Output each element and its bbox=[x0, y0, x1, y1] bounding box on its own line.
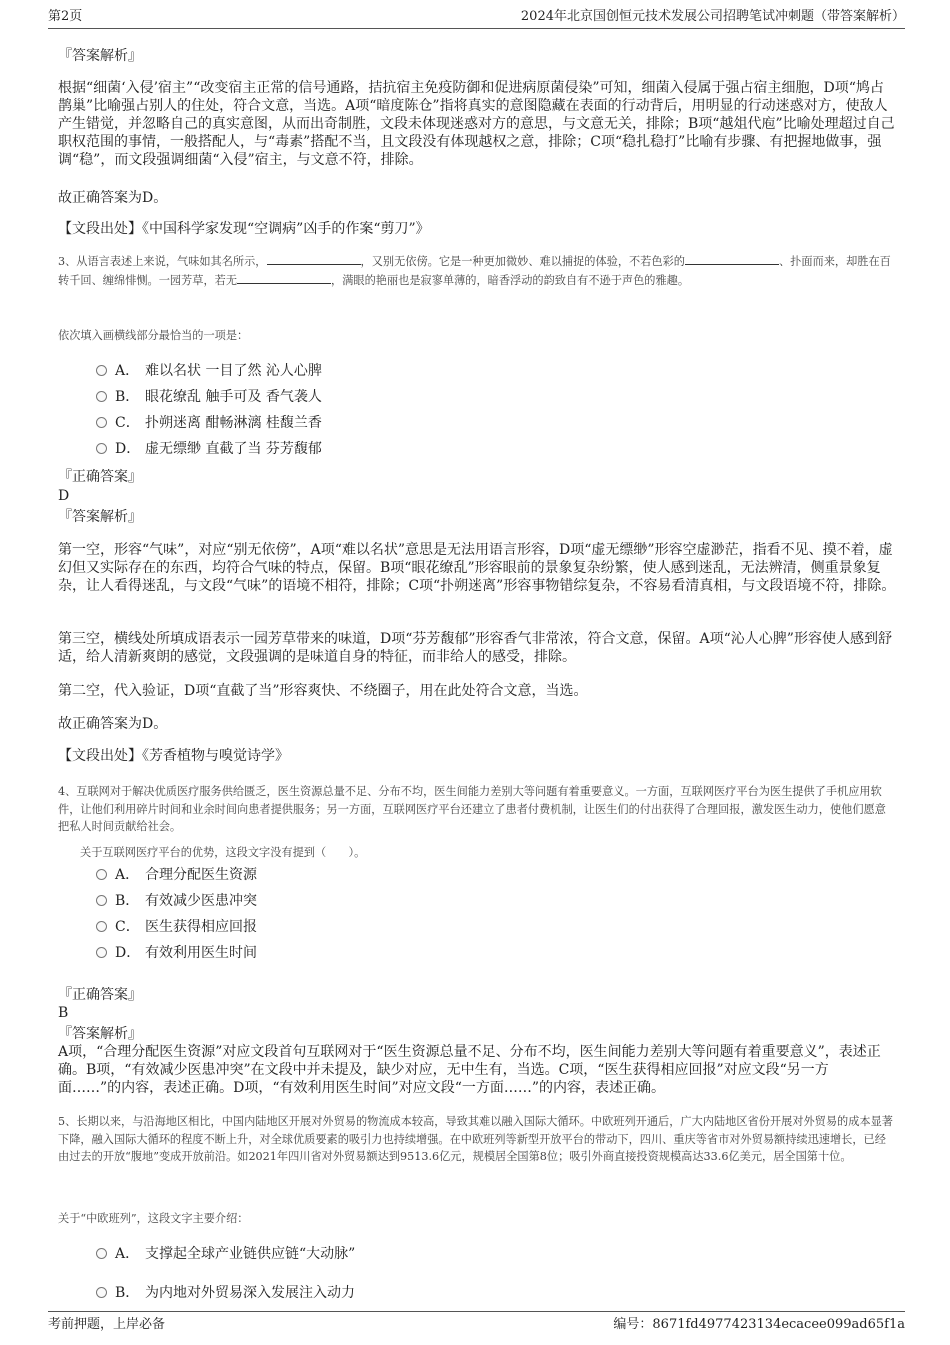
q2-analysis-text: 根据“细菌‘入侵’宿主”“改变宿主正常的信号通路，拮抗宿主免疫防御和促进病原菌侵染”可知，细菌入侵属于强占宿主细胞，D项“鸠占鹊巢”比喻强占别人的住处，符合文意，当选。A项“暗度陈仓”指将真实的意图隐藏在表面的行动背后，用明显的行动迷惑对方，使敌人产生错觉，并忽略自己的真实意图，从而出奇制胜，文段未体现迷惑对方的意思，与文意无关，排除；B项“越俎代庖”比喻处理超过自己职权范围的事情，一般搭配人，与“毒素”搭配不当，且文段没有体现越权之意，排除；C项“稳扎稳打”比喻有步骤、有把握地做事，强调“稳”，而文段强调细菌“入侵”宿主，与文意不符，排除。 bbox=[58, 80, 895, 168]
q3-analysis-label: 『答案解析』 bbox=[58, 509, 142, 525]
q3-option-a[interactable]: A． 难以名状 一目了然 沁人心脾 bbox=[96, 362, 322, 380]
q3-option-c[interactable]: C． 扑朔迷离 酣畅淋漓 桂馥兰香 bbox=[96, 414, 322, 432]
q3-blank-1 bbox=[267, 252, 361, 265]
q4-answer-label: 『正确答案』 bbox=[58, 987, 142, 1003]
radio-icon[interactable] bbox=[96, 365, 107, 376]
q3-stem bbox=[58, 252, 896, 289]
q2-conclusion: 故正确答案为D。 bbox=[58, 190, 168, 206]
q5-option-a[interactable]: A． 支撑起全球产业链供应链“大动脉” bbox=[96, 1245, 355, 1263]
radio-icon[interactable] bbox=[96, 417, 107, 428]
q4-option-b[interactable]: B． 有效减少医患冲突 bbox=[96, 892, 257, 910]
q5-prompt: 关于“中欧班列”，这段文字主要介绍： bbox=[58, 1212, 249, 1225]
document-id: 编号：8671fd4977423134ecacee099ad65f1a bbox=[613, 1317, 905, 1332]
q3-prompt: 依次填入画横线部分最恰当的一项是： bbox=[58, 329, 249, 342]
radio-icon[interactable] bbox=[96, 921, 107, 932]
radio-icon[interactable] bbox=[96, 1248, 107, 1259]
radio-icon[interactable] bbox=[96, 443, 107, 454]
q2-analysis-label: 『答案解析』 bbox=[58, 48, 142, 64]
radio-icon[interactable] bbox=[96, 947, 107, 958]
q3-analysis-para-2: 第三空，横线处所填成语表示一园芳草带来的味道，D项“芬芳馥郁”形容香气非常浓，符合文意，保留。A项“沁人心脾”形容使人感到舒适，给人清新爽朗的感觉，文段强调的是味道自身的特征，而非给人的感受，排除。 bbox=[58, 631, 892, 665]
q3-stem-part-c: 、扑面而来，却胜在百转千回、缠绵悱恻。一园芳草，若无 bbox=[58, 255, 891, 287]
radio-icon[interactable] bbox=[96, 391, 107, 402]
q3-analysis-para-3: 第二空，代入验证，D项“直截了当”形容爽快、不绕圈子，用在此处符合文意，当选。 bbox=[58, 683, 588, 699]
q3-conclusion: 故正确答案为D。 bbox=[58, 716, 168, 732]
q3-option-b[interactable]: B． 眼花缭乱 触手可及 香气袭人 bbox=[96, 388, 322, 406]
q3-blank-2 bbox=[685, 252, 779, 265]
q3-answer: D bbox=[58, 488, 70, 504]
q3-stem-part-a: 3、从语言表述上来说，气味如其名所示， bbox=[58, 255, 267, 268]
page-footer bbox=[48, 1311, 905, 1336]
q4-option-d[interactable]: D． 有效利用医生时间 bbox=[96, 944, 257, 962]
q4-answer: B bbox=[58, 1005, 69, 1021]
q3-analysis-para-1: 第一空，形容“气味”，对应“别无依傍”，A项“难以名状”意思是无法用语言形容，D项“虚无缥缈”形容空虚渺茫，指看不见、摸不着，虚幻但又实际存在的东西，均符合气味的特点，保留。B项“眼花缭乱”形容眼前的景象复杂纷繁，使人感到迷乱，无法辨清，侧重景象复杂，让人看得迷乱，与文段“气味”的语境不相符，排除；C项“扑朔迷离”形容事物错综复杂，不容易看清真相，与文段语境不符，排除。 bbox=[58, 542, 896, 594]
document-title: 2024年北京国创恒元技术发展公司招聘笔试冲刺题（带答案解析） bbox=[520, 9, 905, 24]
radio-icon[interactable] bbox=[96, 869, 107, 880]
q3-answer-label: 『正确答案』 bbox=[58, 469, 142, 485]
q3-stem-part-b: ，又别无依傍。它是一种更加微妙、难以捕捉的体验，不若色彩的 bbox=[360, 255, 685, 268]
q4-analysis-label: 『答案解析』 bbox=[58, 1026, 142, 1042]
q3-option-d[interactable]: D． 虚无缥缈 直截了当 芬芳馥郁 bbox=[96, 440, 322, 458]
q4-option-a[interactable]: A． 合理分配医生资源 bbox=[96, 866, 257, 884]
q4-prompt: 关于互联网医疗平台的优势，这段文字没有提到（ ）。 bbox=[80, 846, 366, 859]
q3-stem-part-d: ，满眼的艳丽也是寂寥单薄的，暗香浮动的韵致自有不逊于声色的雅趣。 bbox=[331, 273, 690, 287]
page-header bbox=[48, 6, 905, 29]
q4-stem: 4、互联网对于解决优质医疗服务供给匮乏，医生资源总量不足、分布不均，医生间能力差别大等问题有着重要意义。一方面，互联网医疗平台为医生提供了手机应用软件，让他们利用碎片时间和业余时间向患者提供服务；另一方面，互联网医疗平台还建立了患者付费机制，让医生们的付出获得了合理回报，激发医生动力，使他们愿意把私人时间贡献给社会。 bbox=[58, 785, 886, 833]
q4-option-c[interactable]: C． 医生获得相应回报 bbox=[96, 918, 257, 936]
footer-slogan: 考前押题，上岸必备 bbox=[48, 1317, 166, 1332]
radio-icon[interactable] bbox=[96, 895, 107, 906]
q2-source: 【文段出处】《中国科学家发现“空调病”凶手的作案“剪刀”》 bbox=[58, 221, 430, 237]
q3-blank-3 bbox=[237, 271, 331, 284]
q4-analysis-text: A项，“合理分配医生资源”对应文段首句互联网对于“医生资源总量不足、分布不均，医生间能力差别大等问题有着重要意义”，表述正确。B项，“有效减少医患冲突”在文段中并未提及，缺少对应，无中生有，当选。C项，“医生获得相应回报”对应文段“另一方面……”的内容，表述正确。D项，“有效利用医生时间”对应文段“一方面……”的内容，表述正确。 bbox=[58, 1044, 881, 1096]
q5-option-b[interactable]: B． 为内地对外贸易深入发展注入动力 bbox=[96, 1284, 355, 1302]
page-number: 第2页 bbox=[48, 9, 83, 24]
radio-icon[interactable] bbox=[96, 1287, 107, 1298]
q5-stem: 5、长期以来，与沿海地区相比，中国内陆地区开展对外贸易的物流成本较高，导致其难以融入国际大循环。中欧班列开通后，广大内陆地区省份开展对外贸易的成本显著下降，融入国际大循环的程度不断上升，对全球优质要素的吸引力也持续增强。在中欧班列等新型开放平台的带动下，四川、重庆等省市对外贸易额持续迅速增长，已经由过去的开放“腹地”变成开放前沿。如2021年四川省对外贸易额达到9513.6亿元，规模居全国第8位；吸引外商直接投资规模高达33.6亿美元，居全国第十位。 bbox=[58, 1115, 893, 1163]
q3-source: 【文段出处】《芳香植物与嗅觉诗学》 bbox=[58, 748, 289, 764]
